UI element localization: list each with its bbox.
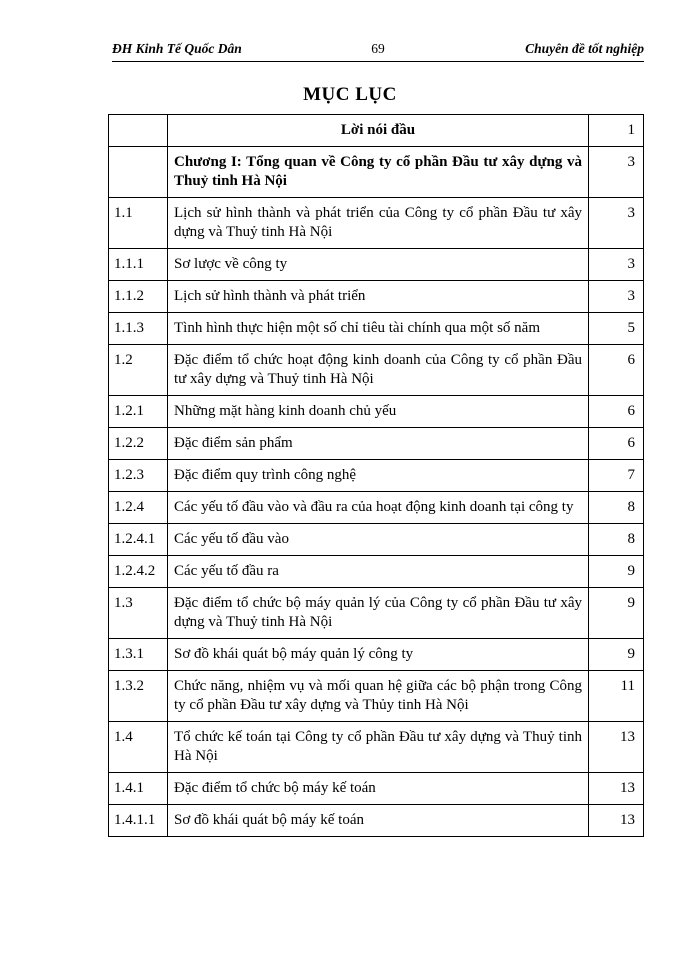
toc-row	[109, 460, 644, 492]
toc-page: 6	[589, 396, 644, 428]
toc-row	[109, 198, 644, 249]
toc-entry-text: Lịch sử hình thành và phát triển của Công ty cổ phần Đầu tư xây dựng và Thuỷ tinh Hà Nội	[168, 198, 589, 249]
toc-row	[109, 396, 644, 428]
toc-page: 9	[589, 639, 644, 671]
toc-number: 1.3.1	[109, 639, 168, 671]
toc-page: 13	[589, 773, 644, 805]
toc-entry-text: Những mặt hàng kinh doanh chủ yếu	[168, 396, 589, 428]
toc-number: 1.2.3	[109, 460, 168, 492]
toc-number: 1.2.1	[109, 396, 168, 428]
toc-row	[109, 524, 644, 556]
toc-number: 1.2.4.1	[109, 524, 168, 556]
toc-entry-text: Sơ lược về công ty	[168, 249, 589, 281]
toc-row	[109, 722, 644, 773]
toc-number: 1.3	[109, 588, 168, 639]
toc-entry-text: Sơ đồ khái quát bộ máy kế toán	[168, 805, 589, 837]
toc-entry-text: Lời nói đầu	[168, 115, 589, 147]
toc-number: 1.1.3	[109, 313, 168, 345]
toc-row	[109, 556, 644, 588]
toc-row	[109, 345, 644, 396]
page-header	[112, 41, 644, 62]
toc-row	[109, 671, 644, 722]
toc-number: 1.2.2	[109, 428, 168, 460]
toc-page: 7	[589, 460, 644, 492]
toc-page: 8	[589, 492, 644, 524]
toc-entry-text: Đặc điểm quy trình công nghệ	[168, 460, 589, 492]
toc-number: 1.2.4	[109, 492, 168, 524]
toc-page: 8	[589, 524, 644, 556]
toc-entry-text: Sơ đồ khái quát bộ máy quản lý công ty	[168, 639, 589, 671]
toc-page: 6	[589, 345, 644, 396]
header-document-type: Chuyên đề tốt nghiệp	[525, 41, 644, 56]
header-page-number: 69	[371, 41, 385, 56]
toc-entry-text: Tổ chức kế toán tại Công ty cổ phần Đầu tư xây dựng và Thuỷ tinh Hà Nội	[168, 722, 589, 773]
toc-page: 5	[589, 313, 644, 345]
toc-row	[109, 639, 644, 671]
toc-row	[109, 588, 644, 639]
toc-entry-text: Đặc điểm tổ chức bộ máy quản lý của Công ty cổ phần Đầu tư xây dựng và Thuỷ tinh Hà Nội	[168, 588, 589, 639]
toc-row	[109, 773, 644, 805]
toc-number: 1.1	[109, 198, 168, 249]
toc-row	[109, 428, 644, 460]
toc-page: 13	[589, 805, 644, 837]
toc-row	[109, 281, 644, 313]
toc-page: 3	[589, 249, 644, 281]
toc-entry-text: Lịch sử hình thành và phát triển	[168, 281, 589, 313]
table-of-contents	[108, 114, 644, 837]
page-title: MỤC LỤC	[303, 84, 397, 105]
toc-entry-text: Đặc điểm sản phẩm	[168, 428, 589, 460]
toc-number: 1.4.1.1	[109, 805, 168, 837]
toc-entry-text: Đặc điểm tổ chức bộ máy kế toán	[168, 773, 589, 805]
toc-number: 1.1.2	[109, 281, 168, 313]
header-institution: ĐH Kinh Tế Quốc Dân	[112, 41, 242, 56]
toc-entry-text: Chức năng, nhiệm vụ và mối quan hệ giữa các bộ phận trong Công ty cổ phần Đầu tư xây dựng và Thủy tinh Hà Nội	[168, 671, 589, 722]
toc-number: 1.2.4.2	[109, 556, 168, 588]
toc-number: 1.3.2	[109, 671, 168, 722]
toc-number: 1.4	[109, 722, 168, 773]
toc-entry-text: Các yếu tố đầu ra	[168, 556, 589, 588]
toc-number: 1.4.1	[109, 773, 168, 805]
toc-page: 9	[589, 588, 644, 639]
toc-row	[109, 249, 644, 281]
toc-page: 1	[589, 115, 644, 147]
toc-entry-text: Các yếu tố đầu vào và đầu ra của hoạt động kinh doanh tại công ty	[168, 492, 589, 524]
toc-entry-text: Các yếu tố đầu vào	[168, 524, 589, 556]
toc-page: 3	[589, 198, 644, 249]
toc-page: 11	[589, 671, 644, 722]
toc-number: 1.2	[109, 345, 168, 396]
toc-row	[109, 313, 644, 345]
toc-page: 3	[589, 281, 644, 313]
toc-page: 6	[589, 428, 644, 460]
toc-row	[109, 492, 644, 524]
toc-row	[109, 805, 644, 837]
toc-entry-text: Chương I: Tổng quan về Công ty cổ phần Đầu tư xây dựng và Thuỷ tinh Hà Nội	[168, 147, 589, 198]
toc-row	[109, 115, 644, 147]
toc-number	[109, 115, 168, 147]
toc-entry-text: Đặc điểm tổ chức hoạt động kinh doanh của Công ty cổ phần Đầu tư xây dựng và Thuỷ tinh Hà Nội	[168, 345, 589, 396]
toc-page: 9	[589, 556, 644, 588]
toc-entry-text: Tình hình thực hiện một số chỉ tiêu tài chính qua một số năm	[168, 313, 589, 345]
toc-number	[109, 147, 168, 198]
toc-page: 13	[589, 722, 644, 773]
toc-row	[109, 147, 644, 198]
toc-number: 1.1.1	[109, 249, 168, 281]
toc-page: 3	[589, 147, 644, 198]
